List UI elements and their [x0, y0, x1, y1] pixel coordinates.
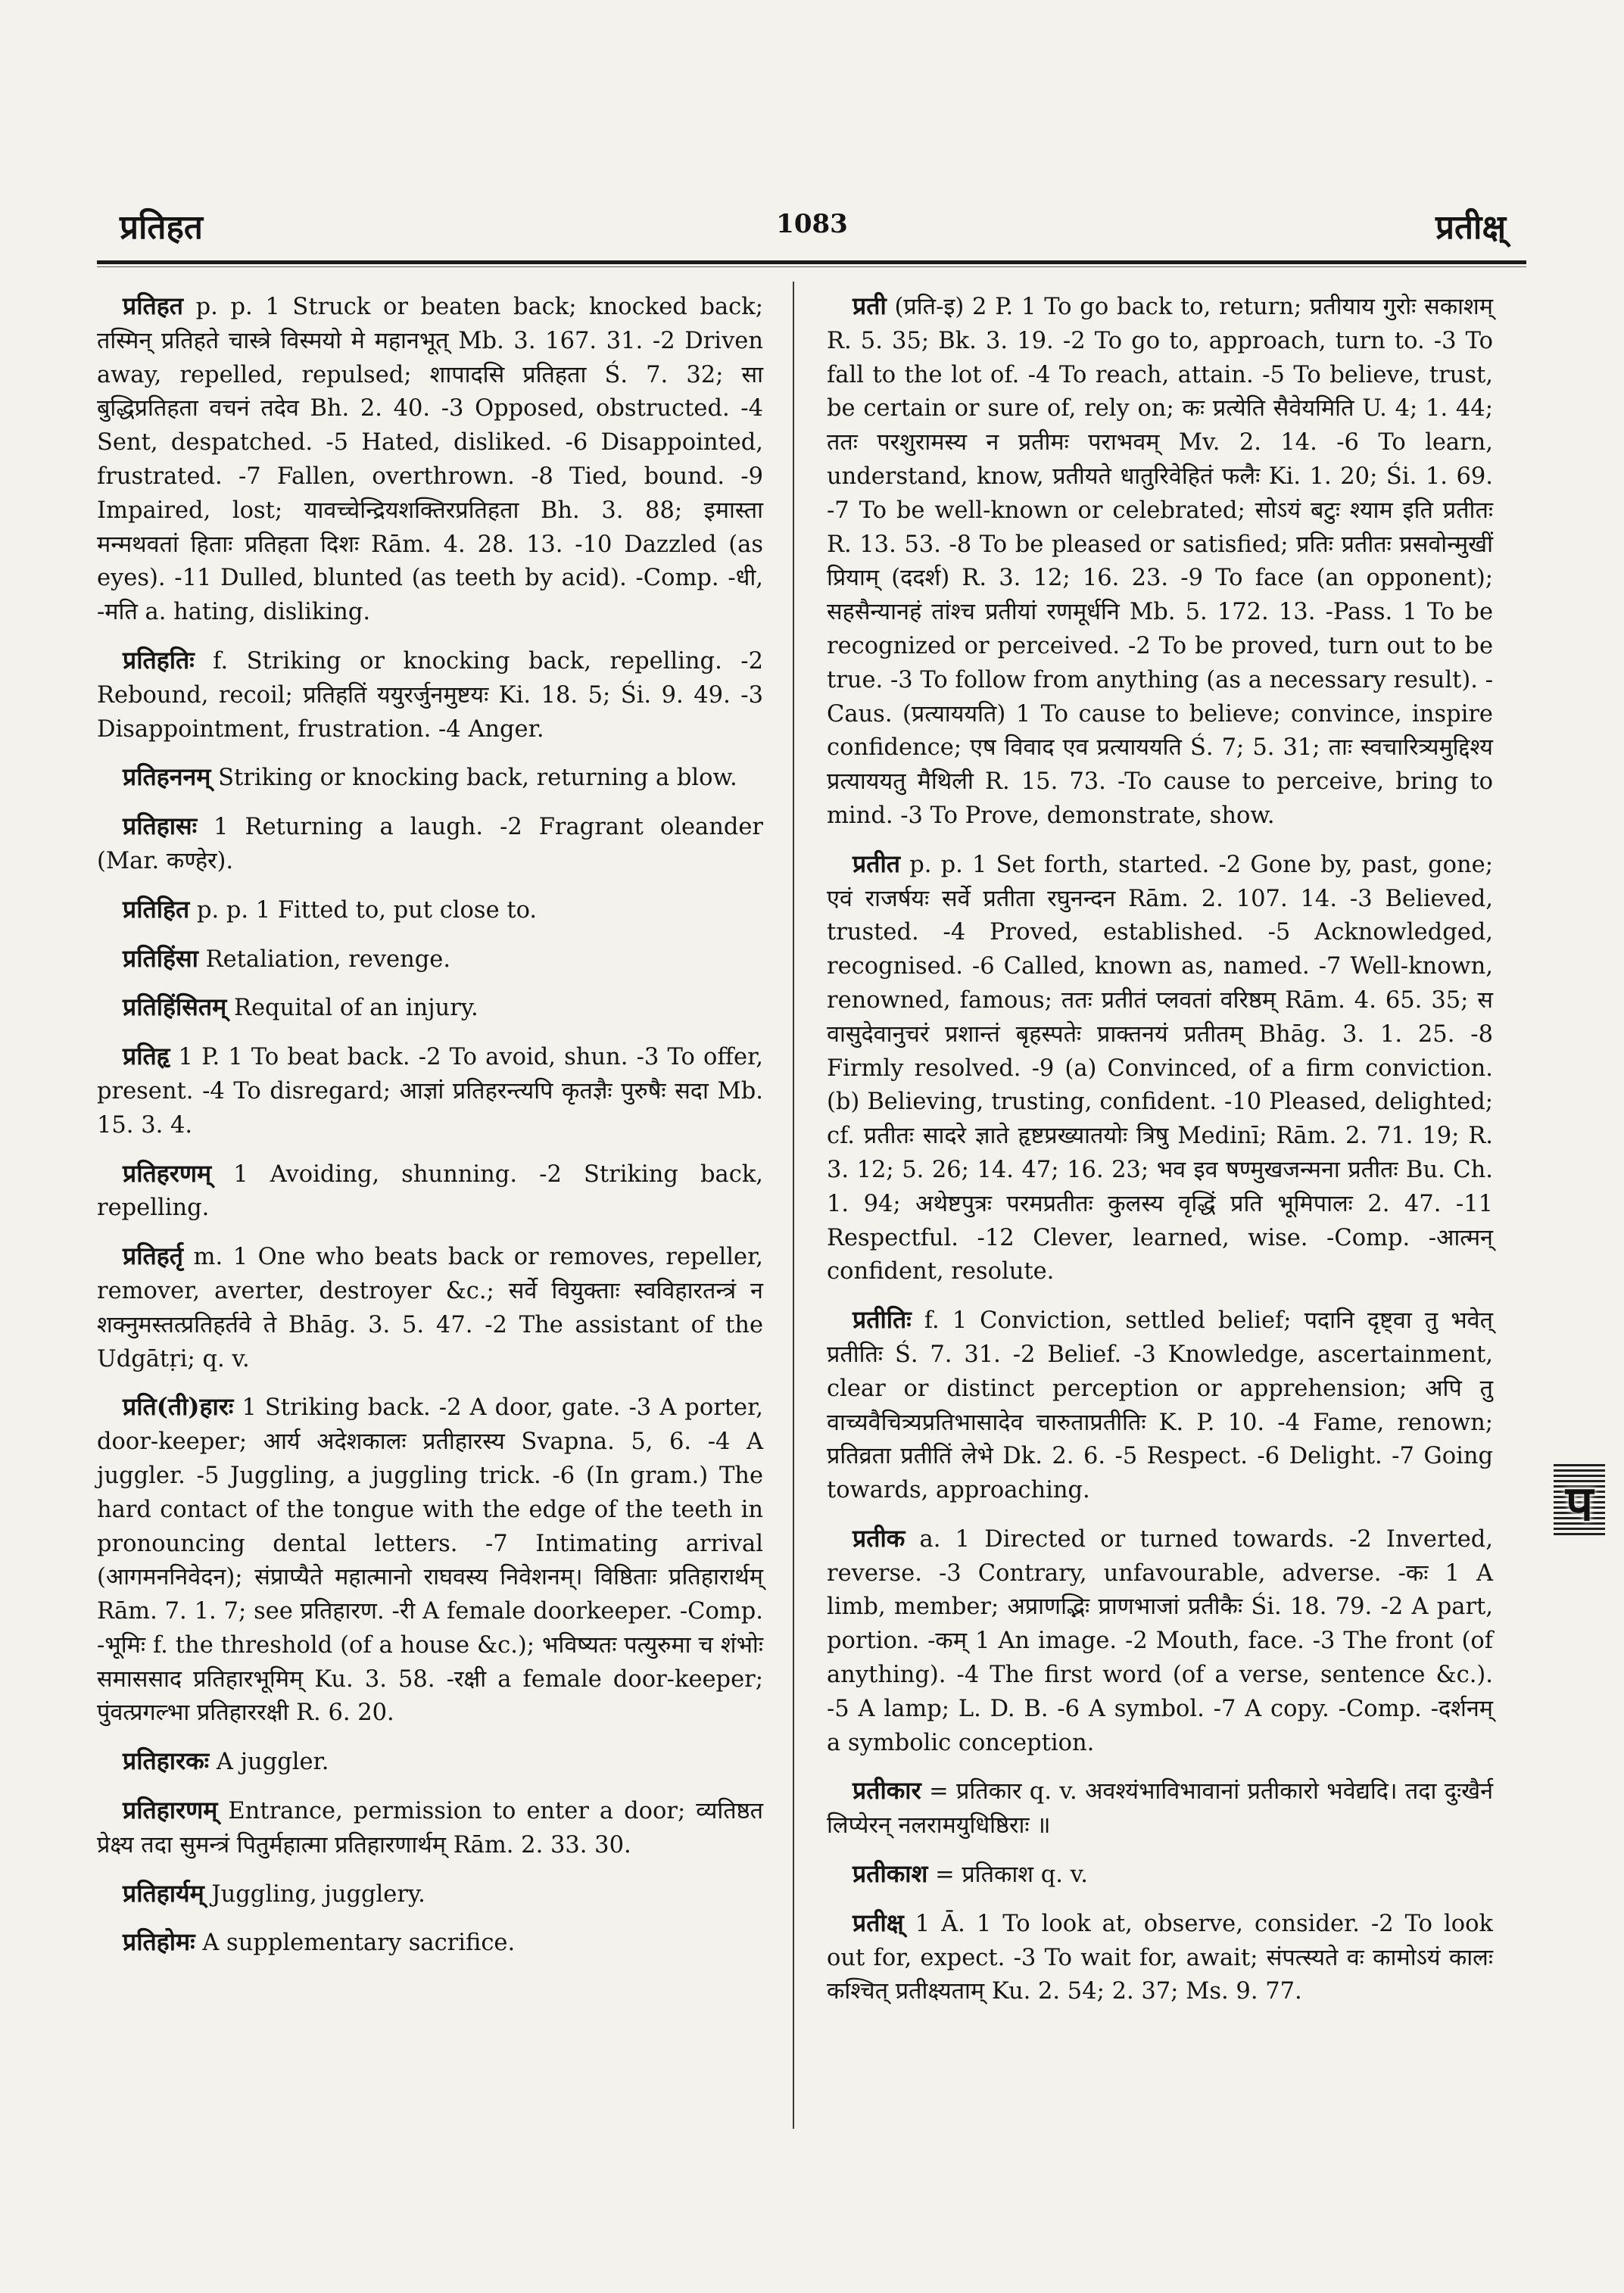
- right-column: [827, 289, 1493, 2023]
- dictionary-entry: [97, 893, 763, 928]
- entry-definition: 1 Striking back. -2 A door, gate. -3 A porter, door-keeper; आर्य अदेशकालः प्रतीहारस्य Svapna. 5, 6. -4 A juggler. -5 Juggling, a juggling trick. -6 (In gram.) The hard contact of the tongue with the edge of the teeth in pronouncing dental letters. -7 Intimating arrival (आगमननिवेदन); संप्राप्यैते महात्मानो राघवस्य निवेशनम्। विष्ठिताः प्रतिहारार्थम् Rām. 7. 1. 7; see प्रतिहारण. -री A female doorkeeper. -Comp. -भूमिः f. the threshold (of a house &c.); भविष्यतः पत्युरुमा च शंभोः समाससाद प्रतिहारभूमिम् Ku. 3. 58. -रक्षी a female door-keeper; पुंवत्प्रगल्भा प्रतिहाररक्षी R. 6. 20.: [97, 1394, 763, 1727]
- entry-headword: प्रतिहारणम्: [123, 1796, 218, 1825]
- entry-definition: = प्रतिकार q. v. अवश्यंभाविभावानां प्रतीकारो भवेद्यदि। तदा दुःखैर्न लिप्येरन् नलरामयुधिष्ठिराः ॥: [827, 1778, 1493, 1840]
- entry-definition: Striking or knocking back, returning a blow.: [210, 765, 737, 792]
- dictionary-entry: [827, 1857, 1493, 1893]
- dictionary-entry: [97, 809, 763, 879]
- entry-headword: प्रतिहृ: [123, 1042, 170, 1071]
- entry-definition: Entrance, permission to enter a door; व्यतिष्ठत प्रेक्ष्य तदा सुमन्त्रं पितुर्महात्मा प्रतिहारणार्थम् Rām. 2. 33. 30.: [97, 1798, 763, 1858]
- entry-definition: = प्रतिकाश q. v.: [927, 1862, 1088, 1889]
- entry-definition: 1 Avoiding, shunning. -2 Striking back, repelling.: [97, 1161, 763, 1222]
- dictionary-entry: [827, 847, 1493, 1289]
- entry-definition: Requital of an injury.: [226, 995, 478, 1022]
- entry-headword: प्रतिहर्तृ: [123, 1242, 183, 1271]
- entry-headword: प्रतीकार: [853, 1776, 921, 1805]
- column-divider: [793, 282, 794, 2129]
- page-number: 1083: [776, 209, 848, 239]
- entry-headword: प्रतीक्ष्: [853, 1908, 904, 1937]
- header-rule-thin: [97, 266, 1526, 267]
- dictionary-entry: [97, 1390, 763, 1731]
- entry-definition: Retaliation, revenge.: [198, 946, 451, 973]
- header-left-word: प्रतिहत: [120, 208, 203, 247]
- entry-definition: m. 1 One who beats back or removes, repeller, remover, averter, destroyer &c.; सर्वे वियुक्ताः स्वविहारतन्त्रं न शक्नुमस्तत्प्रतिहर्तवे ते Bhāg. 3. 5. 47. -2 The assistant of the Udgātṛi; q. v.: [97, 1244, 763, 1372]
- dictionary-entry: [97, 1877, 763, 1912]
- dictionary-entry: [97, 1744, 763, 1780]
- entry-definition: A juggler.: [209, 1749, 329, 1776]
- entry-definition: f. Striking or knocking back, repelling. -2 Rebound, recoil; प्रतिहतिं ययुरर्जुनमुष्टयः Ki. 18. 5; Śi. 9. 49. -3 Disappointment, frustration. -4 Anger.: [97, 647, 763, 743]
- dictionary-entry: [97, 990, 763, 1026]
- dictionary-entry: [827, 289, 1493, 833]
- entry-definition: p. p. 1 Struck or beaten back; knocked back; तस्मिन् प्रतिहते चास्त्रे विस्मयो मे महानभूत् Mb. 3. 167. 31. -2 Driven away, repelled, repulsed; शापादसि प्रतिहता Ś. 7. 32; सा बुद्धिप्रतिहता वचनं तदेव Bh. 2. 40. -3 Opposed, obstructed. -4 Sent, despatched. -5 Hated, disliked. -6 Disappointed, frustrated. -7 Fallen, overthrown. -8 Tied, bound. -9 Impaired, lost; यावच्चेन्द्रियशक्तिरप्रतिहता Bh. 3. 88; इमास्ता मन्मथवतां हिताः प्रतिहता दिशः Rām. 4. 28. 13. -10 Dazzled (as eyes). -11 Dulled, blunted (as teeth by acid). -Comp. -धी, -मति a. hating, disliking.: [97, 294, 763, 626]
- dictionary-entry: [827, 1906, 1493, 2009]
- entry-definition: a. 1 Directed or turned towards. -2 Inverted, reverse. -3 Contrary, unfavourable, adverse. -कः 1 A limb, member; अप्राणद्भिः प्राणभाजां प्रतीकैः Śi. 18. 79. -2 A part, portion. -कम् 1 An image. -2 Mouth, face. -3 The front (of anything). -4 The first word (of a verse, sentence &c.). -5 A lamp; L. D. B. -6 A symbol. -7 A copy. -Comp. -दर्शनम् a symbolic conception.: [827, 1525, 1493, 1756]
- thumb-index-tab: [1554, 1463, 1605, 1535]
- thumb-index-letter: प: [1565, 1475, 1594, 1532]
- entry-headword: प्रतिहिंसितम्: [123, 992, 227, 1022]
- dictionary-entry: [97, 1793, 763, 1863]
- header-rule: [97, 260, 1526, 264]
- entry-definition: 1 P. 1 To beat back. -2 To avoid, shun. -3 To offer, present. -4 To disregard; आज्ञां प्रतिहरन्त्यपि कृतज्ञैः पुरुषैः सदा Mb. 15. 3. 4.: [97, 1044, 763, 1139]
- left-column: [97, 289, 763, 1974]
- entry-headword: प्रती: [853, 291, 887, 320]
- entry-headword: प्रतिहिंसा: [123, 943, 198, 973]
- entry-headword: प्रतिहोमः: [123, 1927, 195, 1957]
- entry-definition: p. p. 1 Set forth, started. -2 Gone by, past, gone; एवं राजर्षयः सर्वे प्रतीता रघुनन्दन Rām. 2. 107. 14. -3 Believed, trusted. -4 Proved, established. -5 Acknowledged, recognised. -6 Called, known as, named. -7 Well-known, renowned, famous; ततः प्रतीतं प्लवतां वरिष्ठम् Rām. 4. 65. 35; स वासुदेवानुचरं प्रशान्तं बृहस्पतेः प्राक्तनयं प्रतीतम् Bhāg. 3. 1. 25. -8 Firmly resolved. -9 (a) Convinced, of a firm conviction. (b) Believing, trusting, confident. -10 Pleased, delighted; cf. प्रतीतः सादरे ज्ञाते हृष्टप्रख्यातयोः त्रिषु Medinī; Rām. 2. 71. 19; R. 3. 12; 5. 26; 14. 47; 16. 23; भव इव षण्मुखजन्मना प्रतीतः Bu. Ch. 1. 94; अथेष्टपुत्रः परमप्रतीतः कुलस्य वृद्धिं प्रति भूमिपालः 2. 47. -11 Respectful. -12 Clever, learned, wise. -Comp. -आत्मन् confident, resolute.: [827, 851, 1493, 1285]
- dictionary-entry: [827, 1774, 1493, 1843]
- entry-definition: 1 Ā. 1 To look at, observe, consider. -2 To look out for, expect. -3 To wait for, await; संपत्स्यते वः कामोऽयं कालः कश्चित् प्रतीक्ष्यताम् Ku. 2. 54; 2. 37; Ms. 9. 77.: [827, 1910, 1493, 2005]
- entry-headword: प्रतीत: [853, 849, 900, 878]
- entry-headword: प्रतिहित: [123, 894, 190, 924]
- entry-headword: प्रतिहतिः: [123, 645, 195, 675]
- entry-definition: (प्रति-इ) 2 P. 1 To go back to, return; प्रतीयाय गुरोः सकाशम् R. 5. 35; Bk. 3. 19. -2 To go to, approach, turn to. -3 To fall to the lot of. -4 To reach, attain. -5 To believe, trust, be certain or sure of, rely on; कः प्रत्येति सैवेयमिति U. 4; 1. 44; ततः परशुरामस्य न प्रतीमः पराभवम् Mv. 2. 14. -6 To learn, understand, know, प्रतीयते धातुरिवेहितं फलैः Ki. 1. 20; Śi. 1. 69. -7 To be well-known or celebrated; सोऽयं बटुः श्याम इति प्रतीतः R. 13. 53. -8 To be pleased or satisfied; प्रतिः प्रतीतः प्रसवोन्मुखीं प्रियाम् (ददर्श) R. 3. 12; 16. 23. -9 To face (an opponent); सहसैन्यानहं तांश्च प्रतीयां रणमूर्धनि Mb. 5. 172. 13. -Pass. 1 To be recognized or perceived. -2 To be proved, turn out to be true. -3 To follow from anything (as a necessary result). -Caus. (प्रत्याययति) 1 To cause to believe; convince, inspire confidence; एष विवाद एव प्रत्याययति Ś. 7; 5. 31; ताः स्वचारित्र्यमुद्दिश्य प्रत्याययतु मैथिली R. 15. 73. -To cause to perceive, bring to mind. -3 To Prove, demonstrate, show.: [827, 294, 1493, 829]
- entry-headword: प्रतीक: [853, 1523, 906, 1553]
- entry-definition: A supplementary sacrifice.: [195, 1930, 516, 1957]
- dictionary-entry: [97, 1925, 763, 1961]
- dictionary-entry: [97, 942, 763, 977]
- entry-definition: 1 Returning a laugh. -2 Fragrant oleander (Mar. कण्हेर).: [97, 814, 763, 874]
- entry-headword: प्रतीकाश: [853, 1859, 928, 1889]
- dictionary-entry: [97, 1239, 763, 1376]
- entry-definition: f. 1 Conviction, settled belief; पदानि दृष्ट्वा तु भवेत् प्रतीतिः Ś. 7. 31. -2 Belief. -3 Knowledge, ascertainment, clear or distinct perception or apprehension; अपि तु वाच्यवैचित्र्यप्रतिभासादेव चारुताप्रतीतिः K. P. 10. -4 Fame, renown; प्रतिव्रता प्रतीतिं लेभे Dk. 2. 6. -5 Respect. -6 Delight. -7 Going towards, approaching.: [827, 1307, 1493, 1504]
- dictionary-entry: [97, 1039, 763, 1142]
- dictionary-entry: [97, 289, 763, 630]
- running-header: [97, 203, 1527, 256]
- entry-headword: प्रतिहरणम्: [123, 1158, 212, 1188]
- entry-headword: प्रतिहत: [123, 291, 183, 320]
- dictionary-entry: [827, 1303, 1493, 1508]
- entry-definition: Juggling, jugglery.: [204, 1880, 425, 1908]
- entry-headword: प्रतीतिः: [853, 1305, 912, 1335]
- entry-headword: प्रतिहासः: [123, 812, 198, 841]
- entry-headword: प्रतिहननम्: [123, 762, 211, 792]
- entry-definition: p. p. 1 Fitted to, put close to.: [189, 896, 538, 924]
- entry-headword: प्रतिहार्यम्: [123, 1878, 204, 1908]
- dictionary-entry: [97, 760, 763, 796]
- dictionary-entry: [97, 1157, 763, 1226]
- header-right-word: प्रतीक्ष्: [1435, 208, 1506, 247]
- dictionary-entry: [827, 1522, 1493, 1761]
- entry-headword: प्रतिहारकः: [123, 1746, 210, 1776]
- dictionary-entry: [97, 643, 763, 746]
- entry-headword: प्रति(ती)हारः: [123, 1392, 234, 1422]
